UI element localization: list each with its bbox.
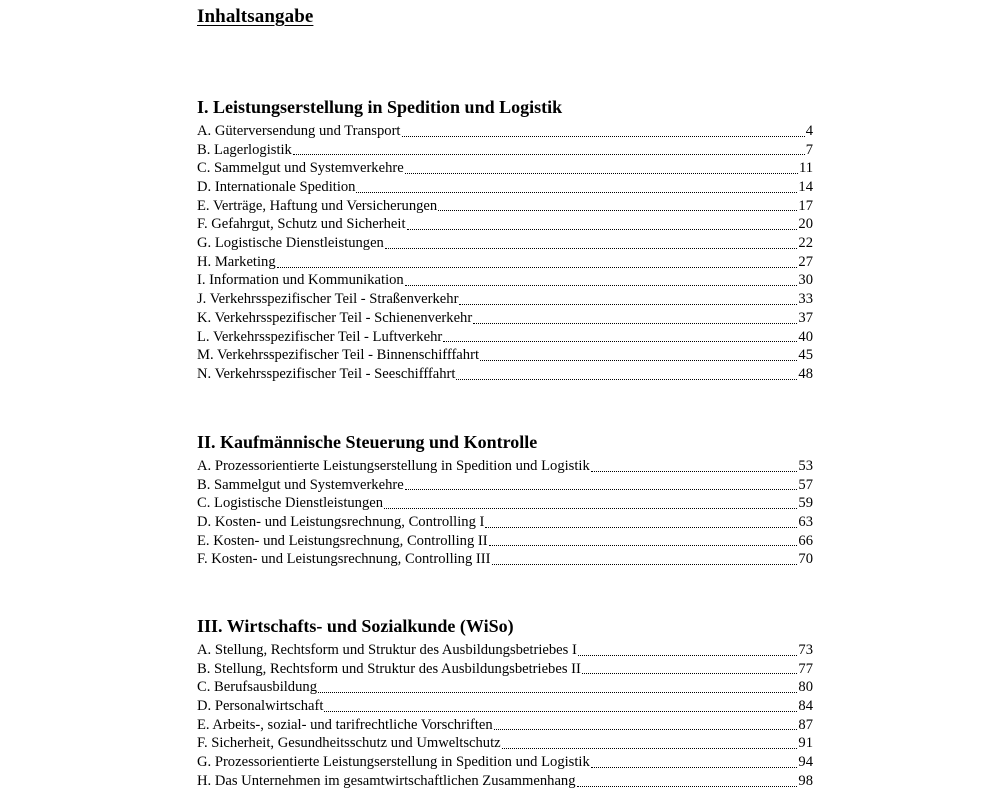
- toc-entry-label: E. Verträge, Haftung und Versicherungen: [197, 197, 438, 214]
- toc-entry-page-number: 80: [798, 679, 813, 696]
- dot-leader: [578, 655, 798, 656]
- toc-entry-page-number: 59: [798, 495, 813, 512]
- toc-entry-label: M. Verkehrsspezifischer Teil - Binnenschifffahrt: [197, 347, 479, 364]
- toc-entry-page-number: 73: [798, 641, 813, 658]
- dot-leader: [443, 341, 797, 342]
- dot-leader: [405, 285, 798, 286]
- toc-entry: [197, 346, 813, 365]
- dot-leader: [324, 711, 797, 712]
- toc-entry-page-number: 53: [798, 457, 813, 474]
- toc-entry-page-number: 48: [798, 365, 813, 382]
- toc-entry: [197, 141, 813, 160]
- toc-entry-label: C. Logistische Dienstleistungen: [197, 495, 384, 512]
- dot-leader: [293, 154, 805, 155]
- dot-leader: [502, 748, 798, 749]
- dot-leader: [494, 729, 798, 730]
- toc-entry-list: [197, 457, 813, 569]
- toc-entry-page-number: 70: [798, 551, 813, 568]
- toc-entry: [197, 532, 813, 551]
- dot-leader: [591, 471, 798, 472]
- dot-leader: [582, 673, 798, 674]
- toc-entry: [197, 215, 813, 234]
- section-heading: I. Leistungserstellung in Spedition und Logistik: [197, 97, 563, 117]
- toc-entry: [197, 697, 813, 716]
- dot-leader: [277, 267, 798, 268]
- toc-entry-page-number: 37: [798, 309, 813, 326]
- section-heading: III. Wirtschafts- und Sozialkunde (WiSo): [197, 616, 514, 636]
- toc-entry: [197, 494, 813, 513]
- toc-entry: [197, 513, 813, 532]
- toc-entry-page-number: 7: [805, 141, 813, 158]
- toc-entry-label: H. Das Unternehmen im gesamtwirtschaftlichen Zusammenhang: [197, 772, 576, 789]
- toc-entry: [197, 197, 813, 216]
- dot-leader: [385, 248, 798, 249]
- toc-entry-page-number: 94: [798, 754, 813, 771]
- dot-leader: [591, 767, 798, 768]
- toc-entry-page-number: 11: [798, 160, 813, 177]
- toc-entry-label: C. Sammelgut und Systemverkehre: [197, 160, 404, 177]
- toc-entry: [197, 660, 813, 679]
- section-heading: II. Kaufmännische Steuerung und Kontrolle: [197, 432, 538, 452]
- toc-entry: [197, 365, 813, 384]
- toc-entry-label: A. Güterversendung und Transport: [197, 122, 401, 139]
- dot-leader: [384, 508, 797, 509]
- page-title: Inhaltsangabe: [197, 6, 314, 27]
- toc-entry-label: D. Internationale Spedition: [197, 179, 356, 196]
- toc-entry-page-number: 91: [798, 735, 813, 752]
- toc-entry-label: F. Kosten- und Leistungsrechnung, Controlling III: [197, 551, 491, 568]
- dot-leader: [356, 192, 797, 193]
- toc-entry-page-number: 57: [798, 476, 813, 493]
- toc-entry-label: K. Verkehrsspezifischer Teil - Schienenverkehr: [197, 309, 473, 326]
- toc-entry: [197, 159, 813, 178]
- toc-entry-list: [197, 641, 813, 791]
- toc-entry: [197, 734, 813, 753]
- toc-entry: [197, 476, 813, 495]
- toc-entry-label: E. Kosten- und Leistungsrechnung, Controlling II: [197, 532, 488, 549]
- toc-entry: [197, 641, 813, 660]
- toc-entry-page-number: 87: [798, 716, 813, 733]
- dot-leader: [405, 173, 798, 174]
- dot-leader: [485, 527, 797, 528]
- toc-entry-page-number: 22: [798, 235, 813, 252]
- toc-entry-page-number: 63: [798, 514, 813, 531]
- toc-entry-label: H. Marketing: [197, 253, 276, 270]
- toc-entry-page-number: 66: [798, 532, 813, 549]
- toc-entry: [197, 234, 813, 253]
- toc-entry-page-number: 14: [798, 179, 813, 196]
- toc-entry: [197, 716, 813, 735]
- toc-entry-label: L. Verkehrsspezifischer Teil - Luftverkehr: [197, 328, 443, 345]
- toc-entry: [197, 272, 813, 291]
- toc-entry-label: A. Stellung, Rechtsform und Struktur des Ausbildungsbetriebes I: [197, 641, 577, 658]
- dot-leader: [402, 136, 805, 137]
- dot-leader: [407, 229, 798, 230]
- toc-entry-label: B. Sammelgut und Systemverkehre: [197, 476, 404, 493]
- toc-entry-page-number: 40: [798, 328, 813, 345]
- toc-entry: [197, 328, 813, 347]
- dot-leader: [577, 786, 798, 787]
- toc-entry: [197, 290, 813, 309]
- toc-entry: [197, 122, 813, 141]
- dot-leader: [480, 360, 797, 361]
- toc-entry-page-number: 4: [805, 122, 813, 139]
- dot-leader: [459, 304, 797, 305]
- toc-entry-page-number: 84: [798, 698, 813, 715]
- toc-entry-page-number: 17: [798, 197, 813, 214]
- toc-entry: [197, 550, 813, 569]
- toc-entry-label: D. Kosten- und Leistungsrechnung, Controlling I: [197, 514, 485, 531]
- toc-entry-label: C. Berufsausbildung: [197, 679, 317, 696]
- toc-entry-label: D. Personalwirtschaft: [197, 698, 324, 715]
- toc-entry-page-number: 30: [798, 272, 813, 289]
- toc-entry-page-number: 98: [798, 772, 813, 789]
- toc-entry-page-number: 20: [798, 216, 813, 233]
- toc-entry-list: [197, 122, 813, 384]
- toc-entry-page-number: 77: [798, 660, 813, 677]
- toc-entry-label: F. Sicherheit, Gesundheitsschutz und Umweltschutz: [197, 735, 501, 752]
- toc-section-2: [197, 431, 813, 569]
- toc-entry: [197, 678, 813, 697]
- toc-entry: [197, 178, 813, 197]
- toc-entry-label: G. Logistische Dienstleistungen: [197, 235, 384, 252]
- toc-entry-label: B. Lagerlogistik: [197, 141, 292, 158]
- toc-entry: [197, 253, 813, 272]
- toc-entry-label: E. Arbeits-, sozial- und tarifrechtliche Vorschriften: [197, 716, 493, 733]
- toc-entry-page-number: 33: [798, 291, 813, 308]
- dot-leader: [318, 692, 797, 693]
- toc-entry: [197, 309, 813, 328]
- dot-leader: [473, 323, 797, 324]
- toc-entry-label: I. Information und Kommunikation: [197, 272, 404, 289]
- toc-entry: [197, 457, 813, 476]
- toc-entry-label: B. Stellung, Rechtsform und Struktur des Ausbildungsbetriebes II: [197, 660, 581, 677]
- toc-entry-page-number: 27: [798, 253, 813, 270]
- toc-entry-label: N. Verkehrsspezifischer Teil - Seeschifffahrt: [197, 365, 456, 382]
- toc-entry: [197, 772, 813, 791]
- dot-leader: [438, 210, 797, 211]
- toc-entry-label: J. Verkehrsspezifischer Teil - Straßenverkehr: [197, 291, 459, 308]
- dot-leader: [456, 379, 797, 380]
- toc-section-1: [197, 96, 813, 384]
- toc-entry-label: F. Gefahrgut, Schutz und Sicherheit: [197, 216, 406, 233]
- dot-leader: [405, 489, 798, 490]
- toc-entry-label: G. Prozessorientierte Leistungserstellung in Spedition und Logistik: [197, 754, 590, 771]
- dot-leader: [489, 545, 798, 546]
- toc-entry-page-number: 45: [798, 347, 813, 364]
- toc-section-3: [197, 615, 813, 791]
- toc-entry-label: A. Prozessorientierte Leistungserstellung in Spedition und Logistik: [197, 457, 590, 474]
- toc-entry: [197, 753, 813, 772]
- dot-leader: [492, 564, 798, 565]
